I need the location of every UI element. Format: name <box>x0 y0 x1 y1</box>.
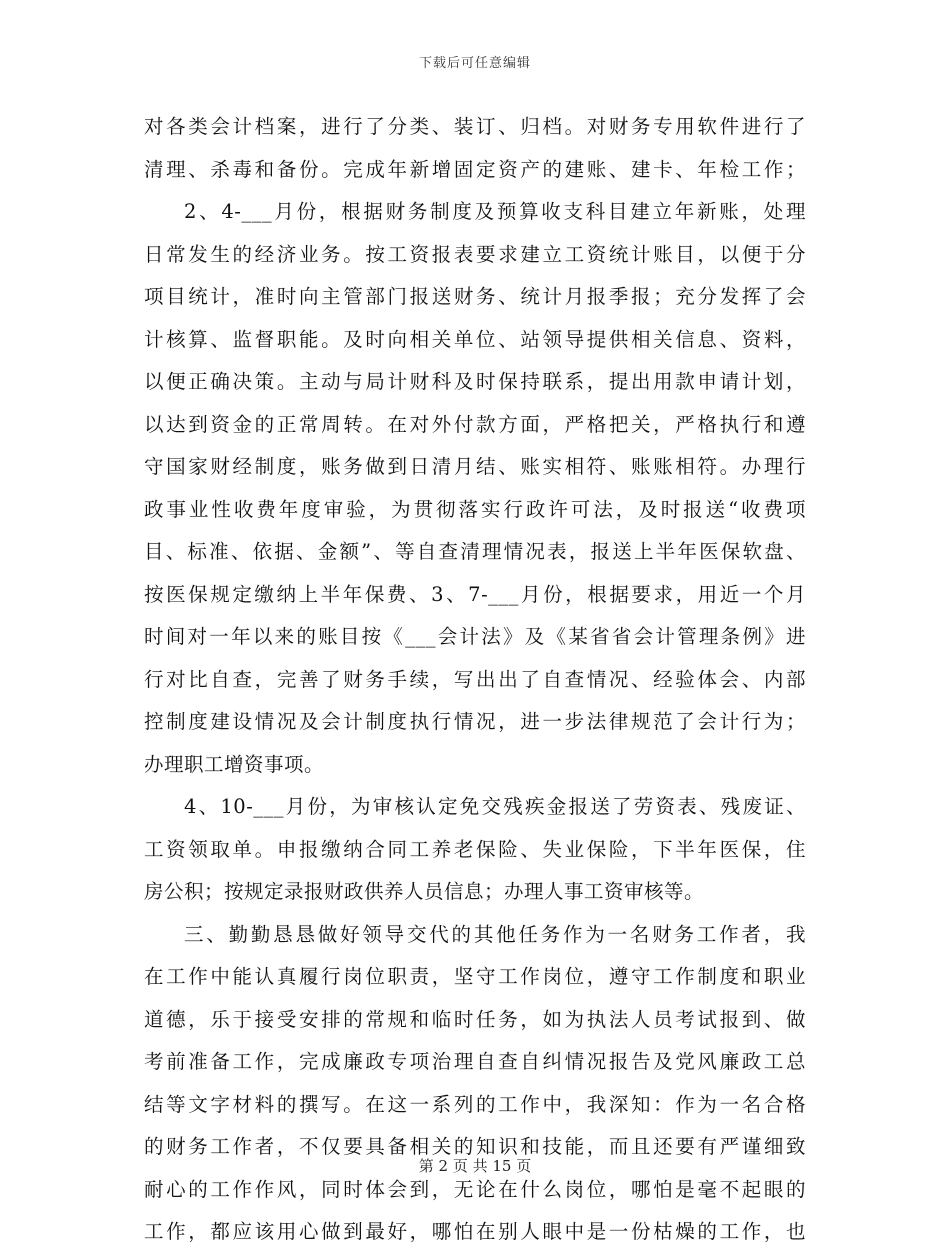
body-line: 在工作中能认真履行岗位职责，坚守工作岗位，遵守工作制度和职业 <box>144 965 806 988</box>
body-line: 道德，乐于接受安排的常规和临时任务，如为执法人员考试报到、做 <box>144 1007 806 1031</box>
body-line: 按医保规定缴纳上半年保费、3、7-___月份，根据要求，用近一个月 <box>144 582 806 606</box>
body-line: 耐心的工作作风，同时体会到，无论在什么岗位，哪怕是毫不起眼的 <box>144 1177 806 1201</box>
body-line: 2、4-___月份，根据财务制度及预算收支科目建立年新账，处理 <box>184 200 806 223</box>
body-line: 计核算、监督职能。及时向相关单位、站领导提供相关信息、资料， <box>144 327 806 351</box>
body-line: 4、10-___月份，为审核认定免交残疾金报送了劳资表、残废证、 <box>184 795 806 818</box>
body-line: 以达到资金的正常周转。在对外付款方面，严格把关，严格执行和遵 <box>144 412 806 436</box>
body-line: 政事业性收费年度审验，为贯彻落实行政许可法，及时报送“收费项 <box>144 497 806 521</box>
body-line: 工资领取单。申报缴纳合同工养老保险、失业保险，下半年医保，住 <box>144 837 806 861</box>
body-line: 工作，都应该用心做到最好，哪怕在别人眼中是一份枯燥的工作，也 <box>144 1220 806 1243</box>
document-body <box>144 106 806 1254</box>
body-line: 以便正确决策。主动与局计财科及时保持联系，提出用款申请计划， <box>144 370 806 393</box>
body-line: 守国家财经制度，账务做到日清月结、账实相符、账账相符。办理行 <box>144 455 806 478</box>
body-line: 三、勤勤恳恳做好领导交代的其他任务作为一名财务工作者，我 <box>184 922 806 946</box>
body-line: 日常发生的经济业务。按工资报表要求建立工资统计账目，以便于分 <box>144 242 806 266</box>
body-line: 的财务工作者，不仅要具备相关的知识和技能，而且还要有严谨细致 <box>144 1135 806 1158</box>
body-line: 房公积；按规定录报财政供养人员信息；办理人事工资审核等。 <box>144 880 705 903</box>
body-line: 目、标准、依据、金额”、等自查清理情况表，报送上半年医保软盘、 <box>144 540 806 563</box>
body-line: 结等文字材料的撰写。在这一系列的工作中，我深知：作为一名合格 <box>144 1092 806 1116</box>
body-line: 时间对一年以来的账目按《___会计法》及《某省省会计管理条例》进 <box>144 625 806 648</box>
body-line: 对各类会计档案，进行了分类、装订、归档。对财务专用软件进行了 <box>144 115 806 138</box>
body-line: 控制度建设情况及会计制度执行情况，进一步法律规范了会计行为； <box>144 710 806 733</box>
body-line: 清理、杀毒和备份。完成年新增固定资产的建账、建卡、年检工作； <box>144 157 806 181</box>
body-line: 考前准备工作，完成廉政专项治理自查自纠情况报告及党风廉政工总 <box>144 1050 806 1073</box>
body-line: 办理职工增资事项。 <box>144 752 325 776</box>
page-number-footer: 第 2 页 共 15 页 <box>418 1157 532 1175</box>
page-header-note: 下载后可任意编辑 <box>418 56 531 71</box>
body-line: 行对比自查，完善了财务手续，写出出了自查情况、经验体会、内部 <box>144 667 806 691</box>
body-line: 项目统计，准时向主管部门报送财务、统计月报季报；充分发挥了会 <box>144 285 806 308</box>
